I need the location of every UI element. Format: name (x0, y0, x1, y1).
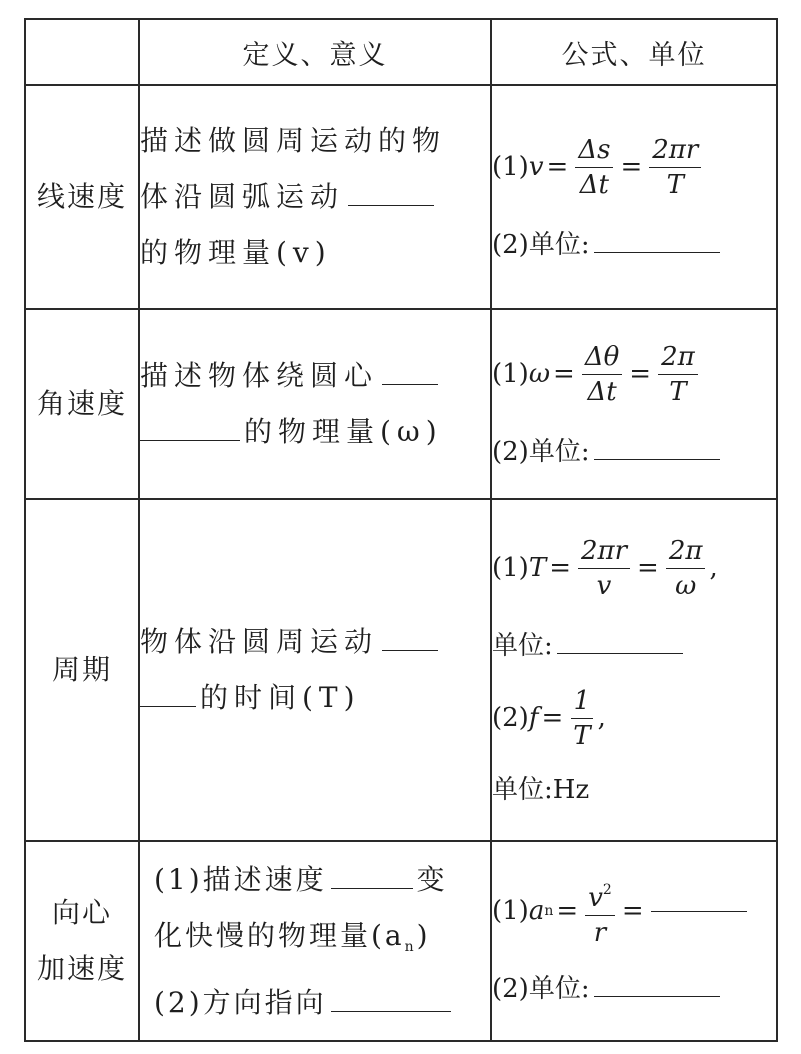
unit-label: (2)单位: (492, 974, 590, 1004)
formula-tag: (1) (492, 896, 529, 926)
formula-variable: f (528, 703, 539, 733)
superscript: 2 (602, 881, 612, 898)
row-name-line: 加速度 (36, 952, 127, 985)
equals-sign: = (546, 152, 569, 182)
def-text: 物体沿圆周运动 (140, 625, 379, 658)
denominator: T (669, 376, 687, 407)
def-text: 化快慢的物理量(a (154, 918, 405, 952)
formula-tag: (2) (492, 703, 529, 733)
row-centripetal-acceleration (25, 841, 777, 1041)
fraction (658, 340, 698, 409)
definition-period (139, 499, 491, 841)
unit-label: (2)单位: (492, 437, 590, 467)
header-formula: 公式、单位 (491, 19, 777, 85)
formula-centripetal-acceleration (491, 841, 777, 1041)
unit-label: (2)单位: (492, 230, 590, 260)
fraction (578, 534, 630, 603)
formula-angular-velocity (491, 309, 777, 499)
definition-linear-velocity (139, 85, 491, 309)
row-name-angular-velocity: 角速度 (25, 309, 139, 499)
def-text: 变 (416, 862, 448, 896)
equals-sign: = (553, 359, 575, 389)
def-line: 的物理量(v) (140, 236, 332, 269)
fraction (575, 133, 613, 202)
row-name-period: 周期 (25, 499, 139, 841)
fill-blank (140, 705, 196, 707)
def-line (140, 348, 490, 404)
numerator: 2π (666, 534, 706, 569)
denominator: Δt (587, 376, 617, 407)
numerator (585, 873, 615, 916)
def-line (140, 404, 490, 460)
fraction (649, 133, 701, 202)
formula-linear-velocity (491, 85, 777, 309)
row-linear-velocity (25, 85, 777, 309)
fill-blank (594, 251, 720, 253)
formula-variable: a (528, 896, 545, 926)
formula-line (492, 119, 776, 215)
row-angular-velocity (25, 309, 777, 499)
def-line (154, 908, 490, 975)
equals-sign: = (637, 553, 659, 583)
formula-variable: T (528, 553, 547, 583)
physics-concept-table (24, 18, 778, 1042)
def-text: (1)描述速度 (154, 862, 327, 896)
fill-blank (382, 649, 438, 651)
unit-value: Hz (552, 775, 590, 805)
numerator: 2πr (649, 133, 701, 168)
fill-blank (348, 204, 434, 206)
fill-blank (331, 887, 413, 889)
denominator: ω (675, 570, 697, 601)
formula-variable: ω (528, 359, 551, 389)
fill-blank (140, 439, 240, 441)
header-definition: 定义、意义 (139, 19, 491, 85)
equals-sign: = (621, 896, 644, 926)
fraction (666, 534, 706, 603)
fraction (570, 684, 593, 753)
def-text: 描述物体绕圆心 (140, 359, 379, 392)
def-line (154, 852, 490, 908)
denominator: Δt (579, 169, 610, 200)
numerator: 1 (571, 684, 594, 719)
def-line (140, 169, 490, 225)
def-line: 描述做圆周运动的物 (140, 124, 447, 157)
formula-tag: (1) (492, 359, 529, 389)
def-line (140, 614, 490, 670)
unit-line (492, 422, 776, 482)
formula-variable: v (528, 152, 544, 182)
equals-sign: = (549, 553, 571, 583)
header-row (25, 19, 777, 85)
numerator: 2π (658, 340, 698, 375)
header-empty-cell (25, 19, 139, 85)
definition-angular-velocity (139, 309, 491, 499)
def-text: ) (416, 918, 431, 952)
row-name-linear-velocity: 线速度 (25, 85, 139, 309)
fraction (582, 340, 622, 409)
formula-tag: (1) (492, 152, 529, 182)
equals-sign: = (541, 703, 564, 733)
equals-sign: = (620, 152, 643, 182)
def-text: 体沿圆弧运动 (140, 180, 345, 213)
formula-line (492, 676, 776, 760)
fill-blank (557, 652, 683, 654)
def-text: (2)方向指向 (154, 985, 327, 1019)
equals-sign: = (629, 359, 652, 389)
denominator: T (573, 720, 591, 751)
numerator: 2πr (578, 534, 630, 569)
numerator: Δs (575, 133, 613, 168)
row-period (25, 499, 777, 841)
formula-line (492, 326, 776, 422)
def-text: 的时间(T) (200, 681, 361, 714)
fill-blank (651, 910, 747, 912)
def-line (154, 975, 490, 1031)
subscript: n (544, 903, 554, 919)
formula-tag: (1) (492, 553, 529, 583)
formula-line (492, 863, 776, 959)
formula-period (491, 499, 777, 841)
def-text: 的物理量(ω) (244, 415, 443, 448)
comma: , (597, 703, 606, 733)
formula-line (492, 520, 776, 616)
unit-label: 单位: (492, 775, 553, 805)
fill-blank (594, 458, 720, 460)
denominator: v (596, 570, 612, 601)
unit-line (492, 959, 776, 1019)
row-name-centripetal-acceleration (25, 841, 139, 1041)
fill-blank (594, 995, 720, 997)
unit-line (492, 215, 776, 275)
numerator-base: v (588, 882, 603, 913)
denominator: T (666, 169, 684, 200)
fraction (585, 873, 615, 950)
unit-line (492, 616, 776, 676)
denominator: r (593, 917, 607, 948)
unit-label: 单位: (492, 631, 553, 661)
def-line (140, 670, 490, 726)
numerator: Δθ (582, 340, 622, 375)
equals-sign: = (556, 896, 579, 926)
subscript: n (404, 938, 417, 955)
comma: , (709, 553, 718, 583)
definition-centripetal-acceleration (139, 841, 491, 1041)
row-name-line: 向心 (51, 896, 112, 929)
fill-blank (382, 383, 438, 385)
unit-line (492, 760, 776, 820)
fill-blank (331, 1010, 451, 1012)
